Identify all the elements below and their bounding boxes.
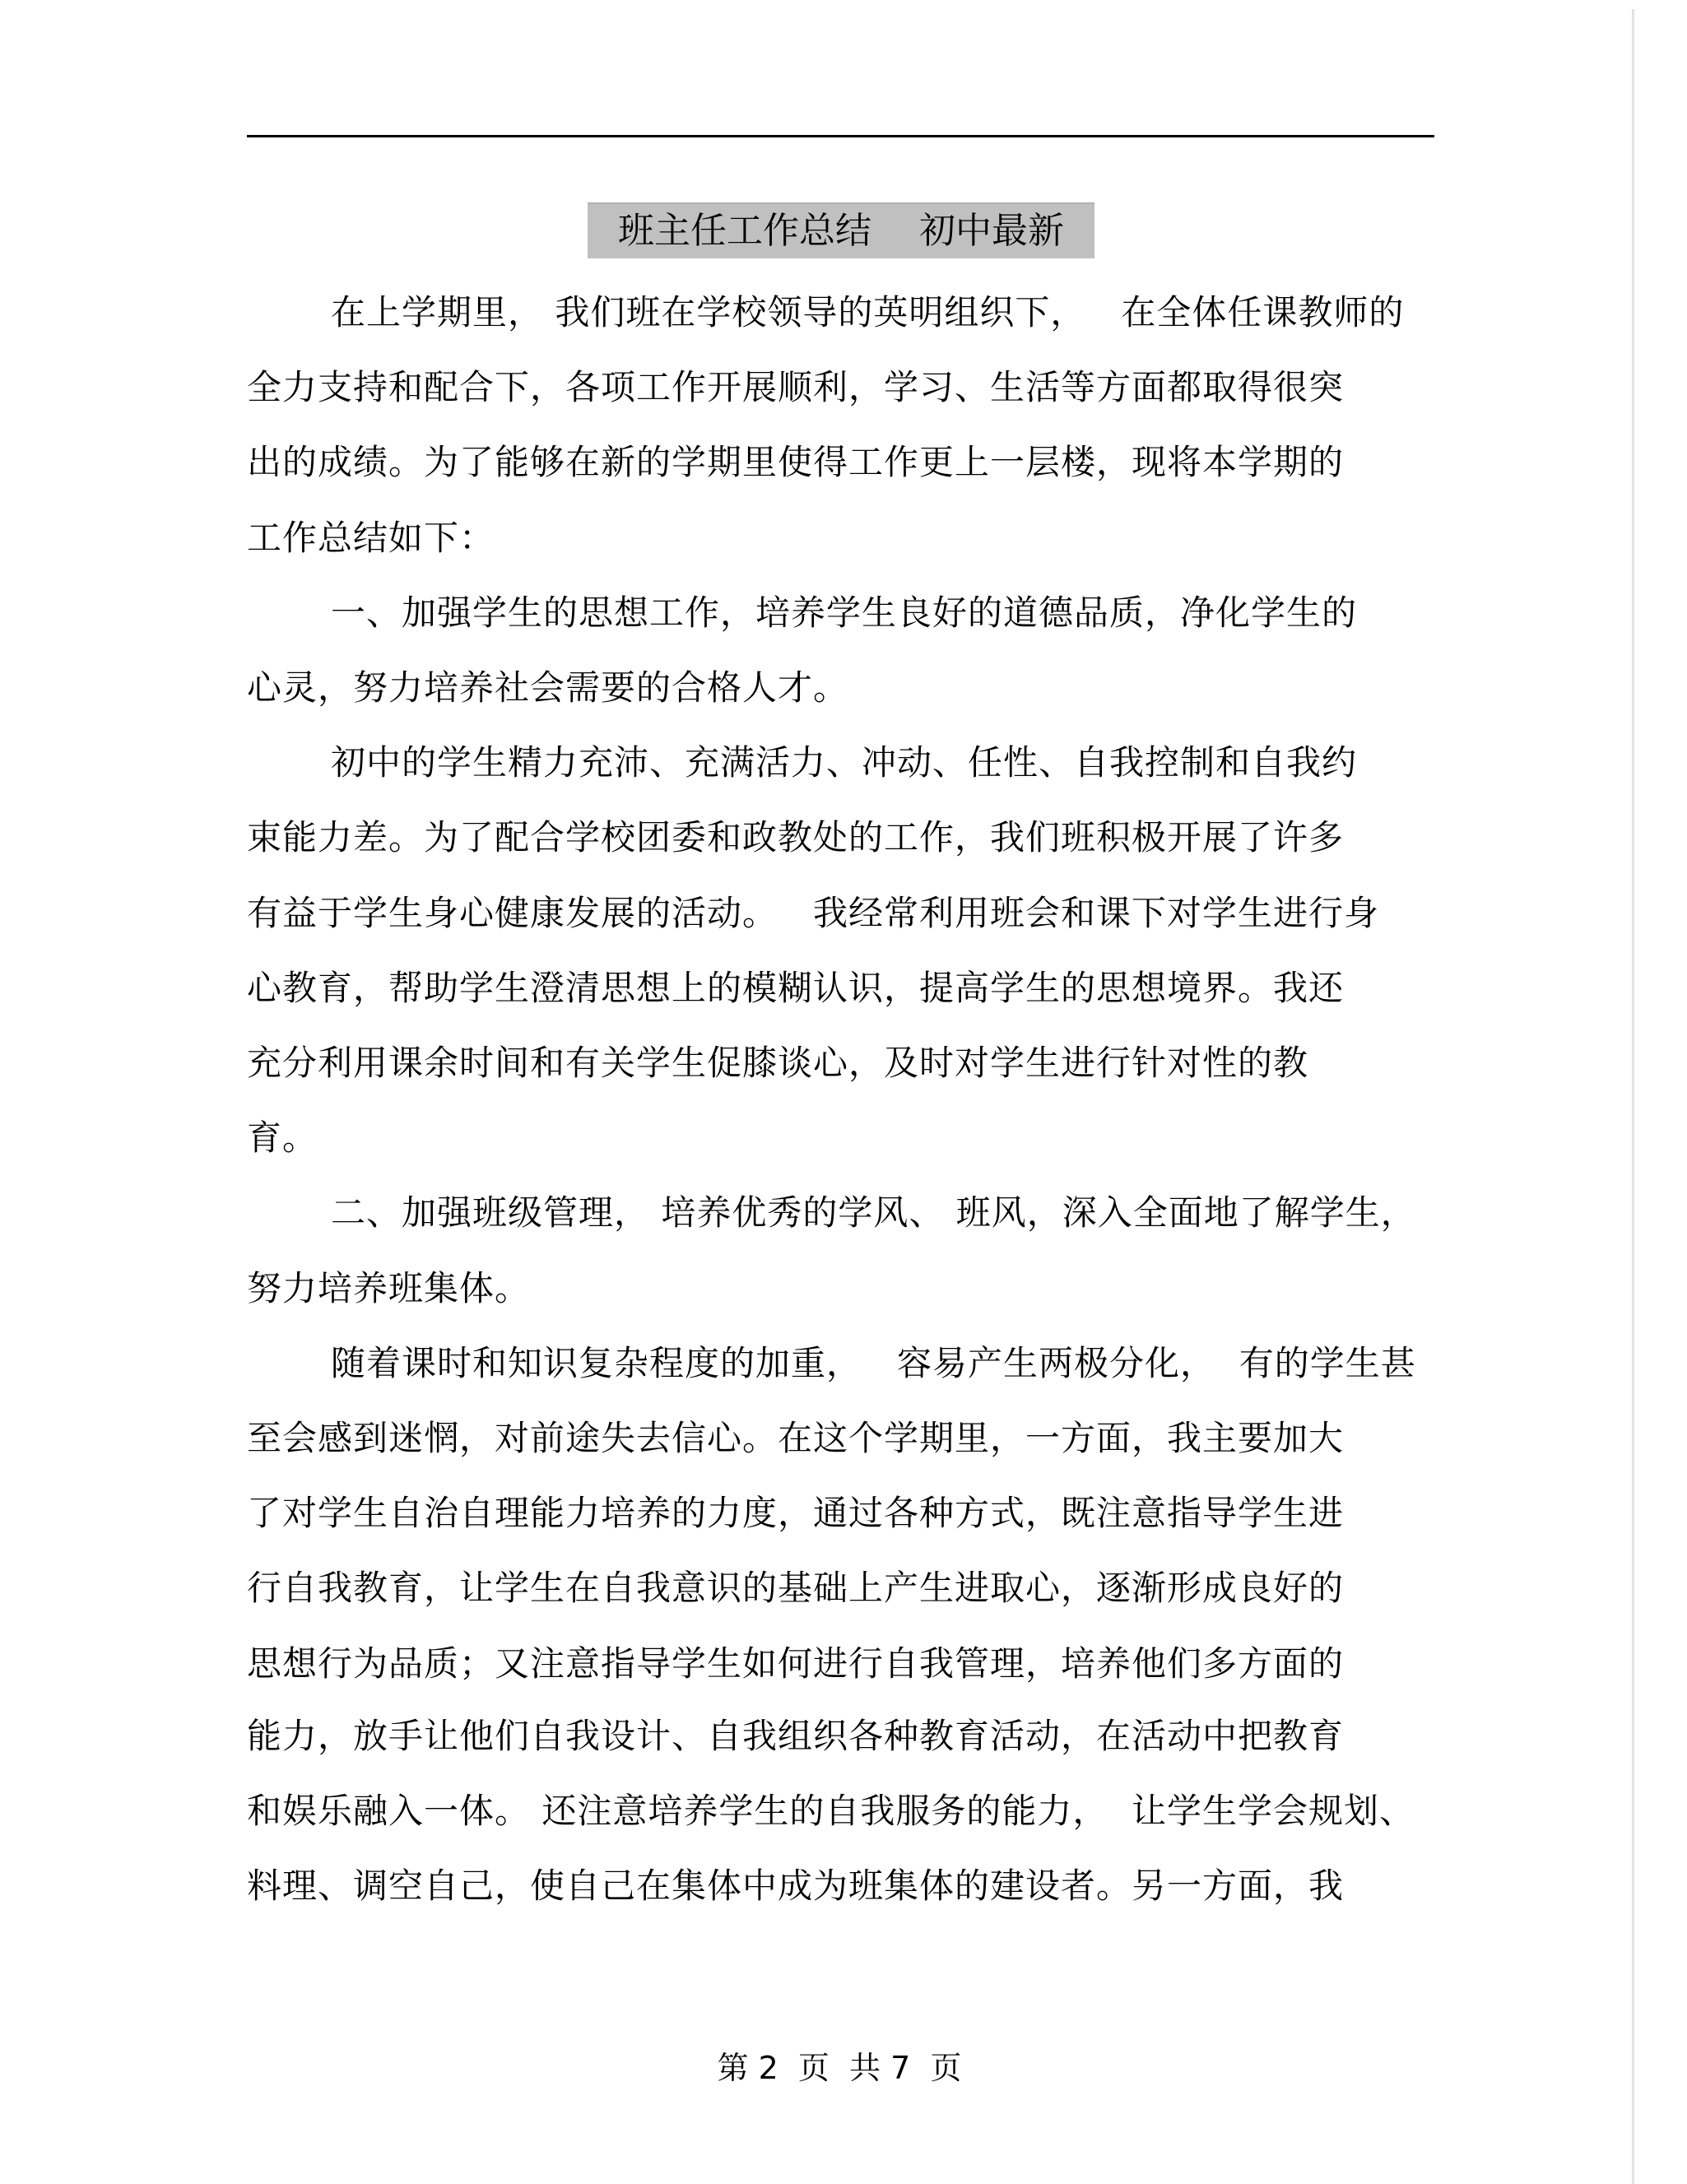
body-line: 育。 <box>247 1118 318 1158</box>
header-rule <box>247 135 1434 137</box>
section-heading-1: 一、加强学生的思想工作，培养学生良好的道德品质，净化学生的 <box>331 592 1358 633</box>
body-line: 在上学期里， 我们班在学校领导的英明组织下， 在全体任课教师的 <box>331 292 1405 332</box>
document-title: 班主任工作总结 初中最新 <box>618 210 1064 252</box>
body-line: 初中的学生精力充沛、充满活力、冲动、任性、自我控制和自我约 <box>331 742 1358 783</box>
section-heading-2-cont: 努力培养班集体。 <box>247 1268 531 1308</box>
body-line: 至会感到迷惘，对前途失去信心。在这个学期里，一方面，我主要加大 <box>247 1418 1345 1458</box>
page-edge-divider <box>1632 9 1634 2184</box>
body-line: 和娱乐融入一体。 还注意培养学生的自我服务的能力， 让学生学会规划、 <box>247 1791 1415 1831</box>
body-line: 有益于学生身心健康发展的活动。 我经常利用班会和课下对学生进行身 <box>247 893 1380 933</box>
section-heading-1-cont: 心灵，努力培养社会需要的合格人才。 <box>247 667 849 708</box>
body-line: 心教育，帮助学生澄清思想上的模糊认识，提高学生的思想境界。我还 <box>247 968 1345 1008</box>
page-number-footer: 第 2 页 共 7 页 <box>717 2050 962 2086</box>
body-line: 了对学生自治自理能力培养的力度，通过各种方式，既注意指导学生进 <box>247 1493 1345 1533</box>
body-line: 束能力差。为了配合学校团委和政教处的工作，我们班积极开展了许多 <box>247 817 1345 857</box>
document-title-highlight <box>588 202 1094 258</box>
body-line: 思想行为品质；又注意指导学生如何进行自我管理，培养他们多方面的 <box>247 1643 1345 1684</box>
body-line: 充分利用课余时间和有关学生促膝谈心，及时对学生进行针对性的教 <box>247 1043 1309 1083</box>
body-line: 行自我教育，让学生在自我意识的基础上产生进取心，逐渐形成良好的 <box>247 1568 1345 1608</box>
body-line: 能力，放手让他们自我设计、自我组织各种教育活动，在活动中把教育 <box>247 1716 1345 1756</box>
body-line: 随着课时和知识复杂程度的加重， 容易产生两极分化， 有的学生甚 <box>331 1343 1416 1383</box>
body-line: 工作总结如下： <box>247 518 495 558</box>
body-line: 料理、调空自己，使自己在集体中成为班集体的建设者。另一方面，我 <box>247 1866 1345 1906</box>
body-line: 全力支持和配合下，各项工作开展顺利，学习、生活等方面都取得很突 <box>247 367 1345 407</box>
body-line: 出的成绩。为了能够在新的学期里使得工作更上一层楼，现将本学期的 <box>247 442 1345 482</box>
section-heading-2: 二、加强班级管理， 培养优秀的学风、 班风，深入全面地了解学生， <box>331 1192 1416 1233</box>
